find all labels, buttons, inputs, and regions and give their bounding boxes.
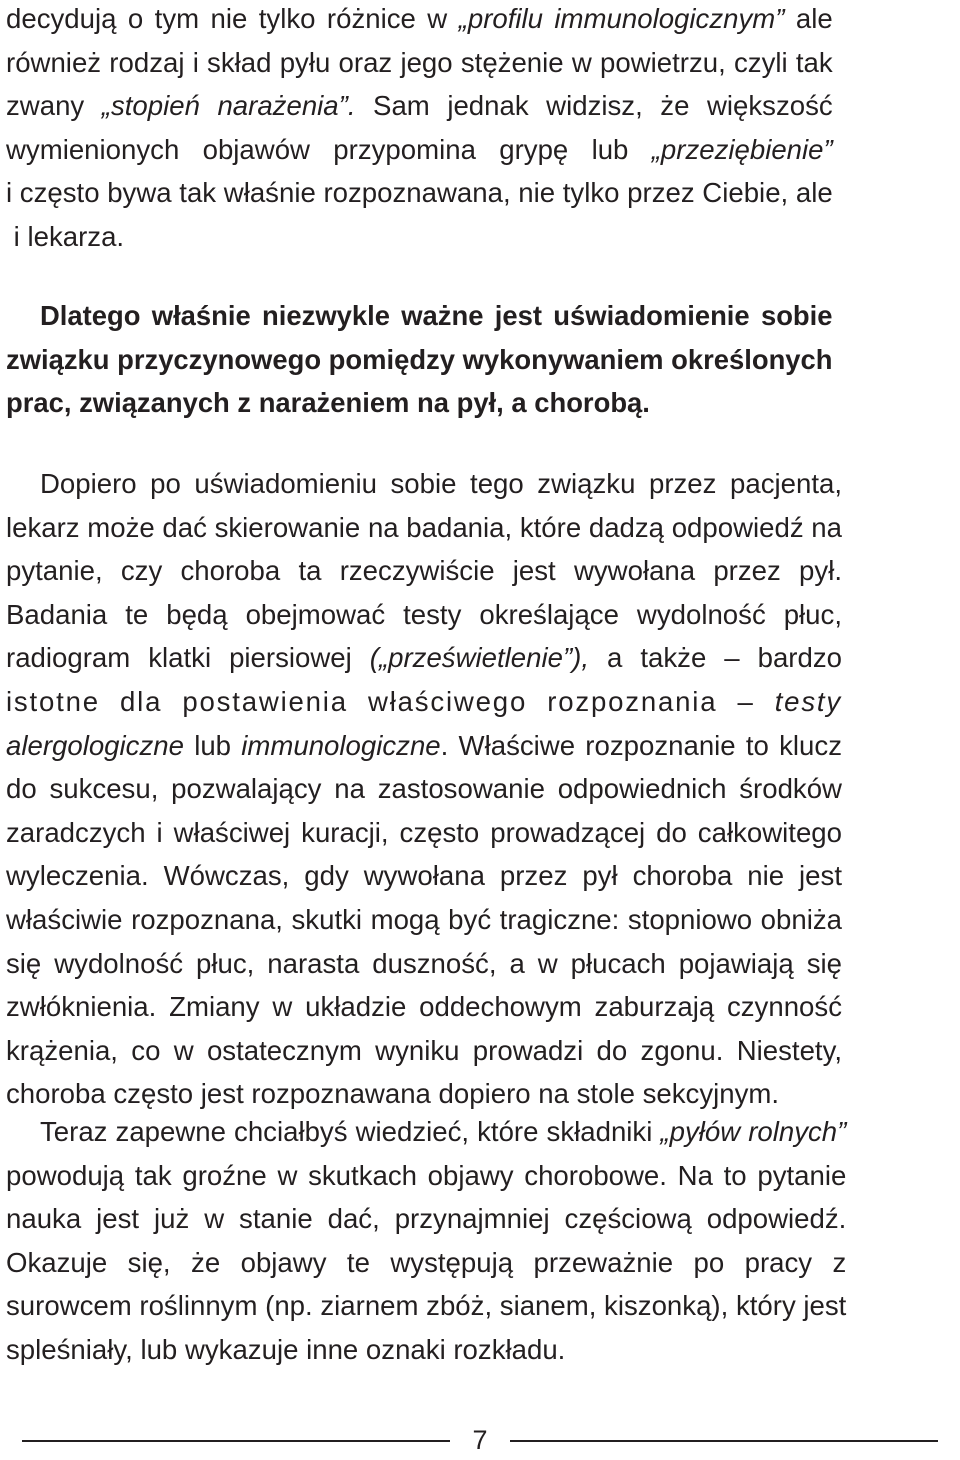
text-line: nauka jest już w stanie dać, przynajmniej częściową odpowiedź.: [6, 1203, 847, 1235]
text-line: Dlatego właśnie niezwykle ważne jest uświadomienie sobie: [40, 300, 833, 331]
text-line: [6, 0, 833, 41]
text-line: Dopiero po uświadomieniu sobie tego związku przez pacjenta,: [40, 468, 842, 499]
text-line: [6, 128, 833, 172]
text-line: pytanie, czy choroba ta rzeczywiście jest wywołana przez pył.: [6, 555, 842, 587]
paragraph-diagnosis: [6, 462, 842, 1116]
text-run: zwany: [6, 90, 102, 122]
text-line: i często bywa tak właśnie rozpoznawana, nie tylko przez Ciebie, ale: [6, 177, 833, 209]
text-line: i lekarza.: [6, 220, 125, 252]
italic-term: „przeziębienie”: [651, 133, 833, 165]
text-run: istotne dla postawienia właściwego rozpoznania –: [6, 685, 775, 717]
text-line: [6, 84, 833, 128]
text-line: do sukcesu, pozwalający na zastosowanie odpowiednich środków: [6, 773, 842, 805]
text-line: powodują tak groźne w skutkach objawy chorobowe. Na to pytanie: [6, 1159, 847, 1191]
text-line: wyleczenia. Wówczas, gdy wywołana przez pył choroba nie jest: [6, 860, 842, 892]
italic-term: testy: [774, 685, 842, 717]
text-line: [6, 636, 842, 680]
text-run: ale: [784, 3, 833, 34]
footer-rule-right: [510, 1440, 938, 1442]
text-line: [6, 1110, 846, 1154]
text-run: a także – bardzo: [589, 642, 842, 674]
text-line: również rodzaj i skład pyłu oraz jego stężenie w powietrzu, czyli tak: [6, 46, 833, 78]
text-line: choroba często jest rozpoznawana dopiero na stole sekcyjnym.: [6, 1078, 780, 1110]
footer-rule-left: [22, 1440, 450, 1442]
page-number: 7: [472, 1425, 488, 1455]
text-run: decydują o tym nie tylko różnice w: [6, 3, 459, 34]
text-line: zwłóknienia. Zmiany w układzie oddechowym zaburzają czynność: [6, 991, 842, 1023]
text-line: związku przyczynowego pomiędzy wykonywaniem określonych: [6, 343, 833, 375]
italic-term: „stopień narażenia”.: [101, 90, 356, 122]
text-line: [6, 680, 842, 724]
paragraph-emphasis-bold: [6, 294, 833, 425]
text-run: lub: [183, 729, 242, 761]
text-run: . Właściwe rozpoznanie to klucz: [440, 729, 842, 761]
text-line: prac, związanych z narażeniem na pył, a chorobą.: [6, 387, 650, 419]
paragraph-plant-dust: [6, 1110, 846, 1372]
text-line: lekarz może dać skierowanie na badania, które dadzą odpowiedź na: [6, 511, 842, 543]
italic-term: „profilu immunologicznym”: [458, 3, 785, 34]
italic-term: „pyłów rolnych”: [660, 1116, 847, 1147]
italic-term: immunologiczne: [241, 729, 441, 761]
text-line: właściwie rozpoznana, skutki mogą być tragiczne: stopniowo obniża: [6, 903, 842, 935]
text-run: Sam jednak widzisz, że większość: [355, 90, 833, 122]
text-run: radiogram klatki piersiowej: [6, 642, 370, 674]
text-line: surowcem roślinnym (np. ziarnem zbóż, sianem, kiszonką), który jest: [6, 1290, 847, 1322]
paragraph-intro: [6, 0, 833, 259]
italic-term: alergologiczne: [6, 729, 184, 761]
text-line: spleśniały, lub wykazuje inne oznaki rozkładu.: [6, 1333, 566, 1365]
text-run: Teraz zapewne chciałbyś wiedzieć, które składniki: [40, 1116, 661, 1147]
text-line: [6, 724, 842, 768]
italic-term: („prześwietlenie”),: [369, 642, 590, 674]
text-line: krążenia, co w ostatecznym wyniku prowadzi do zgonu. Niestety,: [6, 1034, 842, 1066]
text-line: Badania te będą obejmować testy określające wydolność płuc,: [6, 598, 842, 630]
text-line: zaradczych i właściwej kuracji, często prowadzącej do całkowitego: [6, 816, 842, 848]
text-line: się wydolność płuc, narasta duszność, a w płucach pojawiają się: [6, 947, 842, 979]
text-run: wymienionych objawów przypomina grypę lub: [6, 133, 652, 165]
text-line: Okazuje się, że objawy te występują przeważnie po pracy z: [6, 1246, 847, 1278]
